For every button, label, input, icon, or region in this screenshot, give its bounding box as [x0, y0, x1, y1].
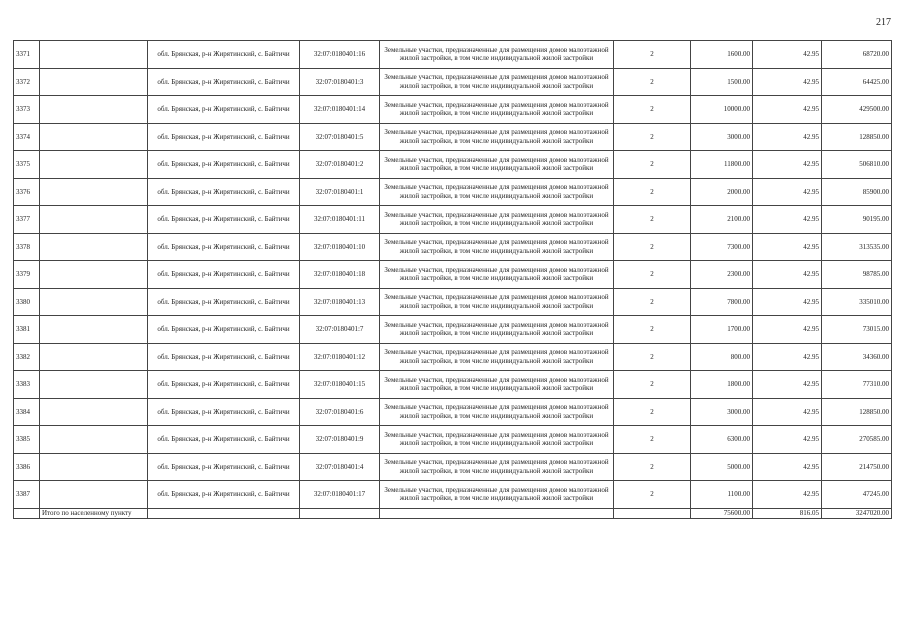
land-plots-table [13, 40, 892, 519]
value-cell: 506810.00 [822, 151, 892, 179]
rate-cell: 42.95 [753, 316, 822, 344]
address-cell: обл. Брянская, р-н Жирятинский, с. Байтичи [148, 343, 300, 371]
rate-cell: 42.95 [753, 426, 822, 454]
area-cell: 1700.00 [691, 316, 753, 344]
blank-cell [40, 343, 148, 371]
purpose-cell: Земельные участки, предназначенные для размещения домов малоэтажной жилой застройки, в том числе индивидуальной жилой застройки [380, 178, 614, 206]
purpose-cell: Земельные участки, предназначенные для размещения домов малоэтажной жилой застройки, в том числе индивидуальной жилой застройки [380, 316, 614, 344]
row-number: 3372 [14, 68, 40, 96]
table-row [14, 316, 892, 344]
value-cell: 77310.00 [822, 371, 892, 399]
rate-cell: 42.95 [753, 371, 822, 399]
purpose-cell: Земельные участки, предназначенные для размещения домов малоэтажной жилой застройки, в том числе индивидуальной жилой застройки [380, 261, 614, 289]
cadastral-number-cell: 32:07:0180401:2 [300, 151, 380, 179]
table-row [14, 123, 892, 151]
row-number: 3382 [14, 343, 40, 371]
purpose-cell: Земельные участки, предназначенные для размещения домов малоэтажной жилой застройки, в том числе индивидуальной жилой застройки [380, 398, 614, 426]
total-row [14, 508, 892, 518]
category-cell: 2 [614, 426, 691, 454]
purpose-cell: Земельные участки, предназначенные для размещения домов малоэтажной жилой застройки, в том числе индивидуальной жилой застройки [380, 481, 614, 509]
category-cell: 2 [614, 316, 691, 344]
row-number: 3377 [14, 206, 40, 234]
area-cell: 3000.00 [691, 398, 753, 426]
blank-cell [40, 288, 148, 316]
cadastral-number-cell: 32:07:0180401:5 [300, 123, 380, 151]
area-cell: 11800.00 [691, 151, 753, 179]
cadastral-number-cell: 32:07:0180401:10 [300, 233, 380, 261]
address-cell: обл. Брянская, р-н Жирятинский, с. Байтичи [148, 151, 300, 179]
value-cell: 68720.00 [822, 41, 892, 69]
area-cell: 2300.00 [691, 261, 753, 289]
area-cell: 1100.00 [691, 481, 753, 509]
rate-cell: 42.95 [753, 233, 822, 261]
address-cell: обл. Брянская, р-н Жирятинский, с. Байтичи [148, 206, 300, 234]
address-cell: обл. Брянская, р-н Жирятинский, с. Байтичи [148, 398, 300, 426]
cadastral-number-cell: 32:07:0180401:16 [300, 41, 380, 69]
row-number: 3379 [14, 261, 40, 289]
category-cell: 2 [614, 151, 691, 179]
address-cell: обл. Брянская, р-н Жирятинский, с. Байтичи [148, 481, 300, 509]
purpose-cell: Земельные участки, предназначенные для размещения домов малоэтажной жилой застройки, в том числе индивидуальной жилой застройки [380, 288, 614, 316]
rate-cell: 42.95 [753, 453, 822, 481]
address-cell: обл. Брянская, р-н Жирятинский, с. Байтичи [148, 426, 300, 454]
page-number: 217 [876, 17, 891, 28]
cadastral-number-cell: 32:07:0180401:13 [300, 288, 380, 316]
value-cell: 47245.00 [822, 481, 892, 509]
address-cell: обл. Брянская, р-н Жирятинский, с. Байтичи [148, 261, 300, 289]
row-number: 3387 [14, 481, 40, 509]
cadastral-number-cell: 32:07:0180401:15 [300, 371, 380, 399]
blank-cell [40, 261, 148, 289]
total-area: 75600.00 [691, 508, 753, 518]
value-cell: 98785.00 [822, 261, 892, 289]
row-number: 3380 [14, 288, 40, 316]
purpose-cell: Земельные участки, предназначенные для размещения домов малоэтажной жилой застройки, в том числе индивидуальной жилой застройки [380, 68, 614, 96]
category-cell: 2 [614, 123, 691, 151]
category-cell: 2 [614, 288, 691, 316]
category-cell: 2 [614, 398, 691, 426]
rate-cell: 42.95 [753, 178, 822, 206]
rate-cell: 42.95 [753, 398, 822, 426]
rate-cell: 42.95 [753, 206, 822, 234]
category-cell: 2 [614, 261, 691, 289]
area-cell: 10000.00 [691, 96, 753, 124]
blank-cell [40, 123, 148, 151]
value-cell: 270585.00 [822, 426, 892, 454]
purpose-cell: Земельные участки, предназначенные для размещения домов малоэтажной жилой застройки, в том числе индивидуальной жилой застройки [380, 371, 614, 399]
area-cell: 1800.00 [691, 371, 753, 399]
cadastral-number-cell: 32:07:0180401:4 [300, 453, 380, 481]
row-number: 3378 [14, 233, 40, 261]
table-row [14, 481, 892, 509]
address-cell: обл. Брянская, р-н Жирятинский, с. Байтичи [148, 123, 300, 151]
address-cell: обл. Брянская, р-н Жирятинский, с. Байтичи [148, 96, 300, 124]
area-cell: 2000.00 [691, 178, 753, 206]
row-number: 3381 [14, 316, 40, 344]
category-cell: 2 [614, 68, 691, 96]
blank-cell [40, 206, 148, 234]
value-cell: 429500.00 [822, 96, 892, 124]
purpose-cell: Земельные участки, предназначенные для размещения домов малоэтажной жилой застройки, в том числе индивидуальной жилой застройки [380, 233, 614, 261]
rate-cell: 42.95 [753, 481, 822, 509]
cadastral-number-cell: 32:07:0180401:14 [300, 96, 380, 124]
category-cell: 2 [614, 178, 691, 206]
purpose-cell: Земельные участки, предназначенные для размещения домов малоэтажной жилой застройки, в том числе индивидуальной жилой застройки [380, 96, 614, 124]
rate-cell: 42.95 [753, 151, 822, 179]
total-blank-cell [300, 508, 380, 518]
rate-cell: 42.95 [753, 288, 822, 316]
purpose-cell: Земельные участки, предназначенные для размещения домов малоэтажной жилой застройки, в том числе индивидуальной жилой застройки [380, 426, 614, 454]
value-cell: 128850.00 [822, 398, 892, 426]
rate-cell: 42.95 [753, 123, 822, 151]
area-cell: 800.00 [691, 343, 753, 371]
area-cell: 1500.00 [691, 68, 753, 96]
category-cell: 2 [614, 233, 691, 261]
purpose-cell: Земельные участки, предназначенные для размещения домов малоэтажной жилой застройки, в том числе индивидуальной жилой застройки [380, 206, 614, 234]
row-number: 3373 [14, 96, 40, 124]
value-cell: 313535.00 [822, 233, 892, 261]
cadastral-number-cell: 32:07:0180401:7 [300, 316, 380, 344]
table-row [14, 178, 892, 206]
area-cell: 2100.00 [691, 206, 753, 234]
value-cell: 64425.00 [822, 68, 892, 96]
purpose-cell: Земельные участки, предназначенные для размещения домов малоэтажной жилой застройки, в том числе индивидуальной жилой застройки [380, 151, 614, 179]
address-cell: обл. Брянская, р-н Жирятинский, с. Байтичи [148, 41, 300, 69]
value-cell: 73015.00 [822, 316, 892, 344]
row-number: 3383 [14, 371, 40, 399]
rate-cell: 42.95 [753, 96, 822, 124]
category-cell: 2 [614, 41, 691, 69]
address-cell: обл. Брянская, р-н Жирятинский, с. Байтичи [148, 288, 300, 316]
table-row [14, 206, 892, 234]
table-row [14, 426, 892, 454]
category-cell: 2 [614, 206, 691, 234]
total-rate: 816.05 [753, 508, 822, 518]
table-row [14, 371, 892, 399]
total-value: 3247020.00 [822, 508, 892, 518]
value-cell: 335010.00 [822, 288, 892, 316]
address-cell: обл. Брянская, р-н Жирятинский, с. Байтичи [148, 178, 300, 206]
cadastral-number-cell: 32:07:0180401:3 [300, 68, 380, 96]
table-body [14, 41, 892, 519]
value-cell: 90195.00 [822, 206, 892, 234]
table-row [14, 151, 892, 179]
value-cell: 85900.00 [822, 178, 892, 206]
purpose-cell: Земельные участки, предназначенные для размещения домов малоэтажной жилой застройки, в том числе индивидуальной жилой застройки [380, 453, 614, 481]
blank-cell [40, 426, 148, 454]
total-blank-cell [14, 508, 40, 518]
area-cell: 3000.00 [691, 123, 753, 151]
table-row [14, 261, 892, 289]
blank-cell [40, 178, 148, 206]
category-cell: 2 [614, 481, 691, 509]
rate-cell: 42.95 [753, 41, 822, 69]
category-cell: 2 [614, 453, 691, 481]
blank-cell [40, 316, 148, 344]
blank-cell [40, 151, 148, 179]
area-cell: 1600.00 [691, 41, 753, 69]
total-blank-cell [380, 508, 614, 518]
value-cell: 214750.00 [822, 453, 892, 481]
address-cell: обл. Брянская, р-н Жирятинский, с. Байтичи [148, 453, 300, 481]
cadastral-number-cell: 32:07:0180401:11 [300, 206, 380, 234]
blank-cell [40, 68, 148, 96]
purpose-cell: Земельные участки, предназначенные для размещения домов малоэтажной жилой застройки, в том числе индивидуальной жилой застройки [380, 343, 614, 371]
cadastral-number-cell: 32:07:0180401:6 [300, 398, 380, 426]
category-cell: 2 [614, 96, 691, 124]
address-cell: обл. Брянская, р-н Жирятинский, с. Байтичи [148, 68, 300, 96]
blank-cell [40, 233, 148, 261]
cadastral-number-cell: 32:07:0180401:12 [300, 343, 380, 371]
table-row [14, 41, 892, 69]
blank-cell [40, 398, 148, 426]
category-cell: 2 [614, 371, 691, 399]
blank-cell [40, 453, 148, 481]
blank-cell [40, 371, 148, 399]
blank-cell [40, 41, 148, 69]
row-number: 3384 [14, 398, 40, 426]
address-cell: обл. Брянская, р-н Жирятинский, с. Байтичи [148, 316, 300, 344]
cadastral-number-cell: 32:07:0180401:18 [300, 261, 380, 289]
cadastral-number-cell: 32:07:0180401:17 [300, 481, 380, 509]
row-number: 3386 [14, 453, 40, 481]
category-cell: 2 [614, 343, 691, 371]
table-row [14, 343, 892, 371]
row-number: 3376 [14, 178, 40, 206]
rate-cell: 42.95 [753, 343, 822, 371]
table-row [14, 453, 892, 481]
total-blank-cell [148, 508, 300, 518]
address-cell: обл. Брянская, р-н Жирятинский, с. Байтичи [148, 371, 300, 399]
value-cell: 34360.00 [822, 343, 892, 371]
area-cell: 5000.00 [691, 453, 753, 481]
table-row [14, 68, 892, 96]
row-number: 3371 [14, 41, 40, 69]
cadastral-number-cell: 32:07:0180401:9 [300, 426, 380, 454]
area-cell: 7800.00 [691, 288, 753, 316]
blank-cell [40, 481, 148, 509]
rate-cell: 42.95 [753, 68, 822, 96]
table-row [14, 233, 892, 261]
rate-cell: 42.95 [753, 261, 822, 289]
cadastral-number-cell: 32:07:0180401:1 [300, 178, 380, 206]
address-cell: обл. Брянская, р-н Жирятинский, с. Байтичи [148, 233, 300, 261]
table-row [14, 398, 892, 426]
total-label: Итого по населенному пункту [40, 508, 148, 518]
table-row [14, 288, 892, 316]
total-blank-cell [614, 508, 691, 518]
row-number: 3385 [14, 426, 40, 454]
row-number: 3374 [14, 123, 40, 151]
purpose-cell: Земельные участки, предназначенные для размещения домов малоэтажной жилой застройки, в том числе индивидуальной жилой застройки [380, 41, 614, 69]
table-row [14, 96, 892, 124]
area-cell: 6300.00 [691, 426, 753, 454]
row-number: 3375 [14, 151, 40, 179]
purpose-cell: Земельные участки, предназначенные для размещения домов малоэтажной жилой застройки, в том числе индивидуальной жилой застройки [380, 123, 614, 151]
area-cell: 7300.00 [691, 233, 753, 261]
value-cell: 128850.00 [822, 123, 892, 151]
blank-cell [40, 96, 148, 124]
